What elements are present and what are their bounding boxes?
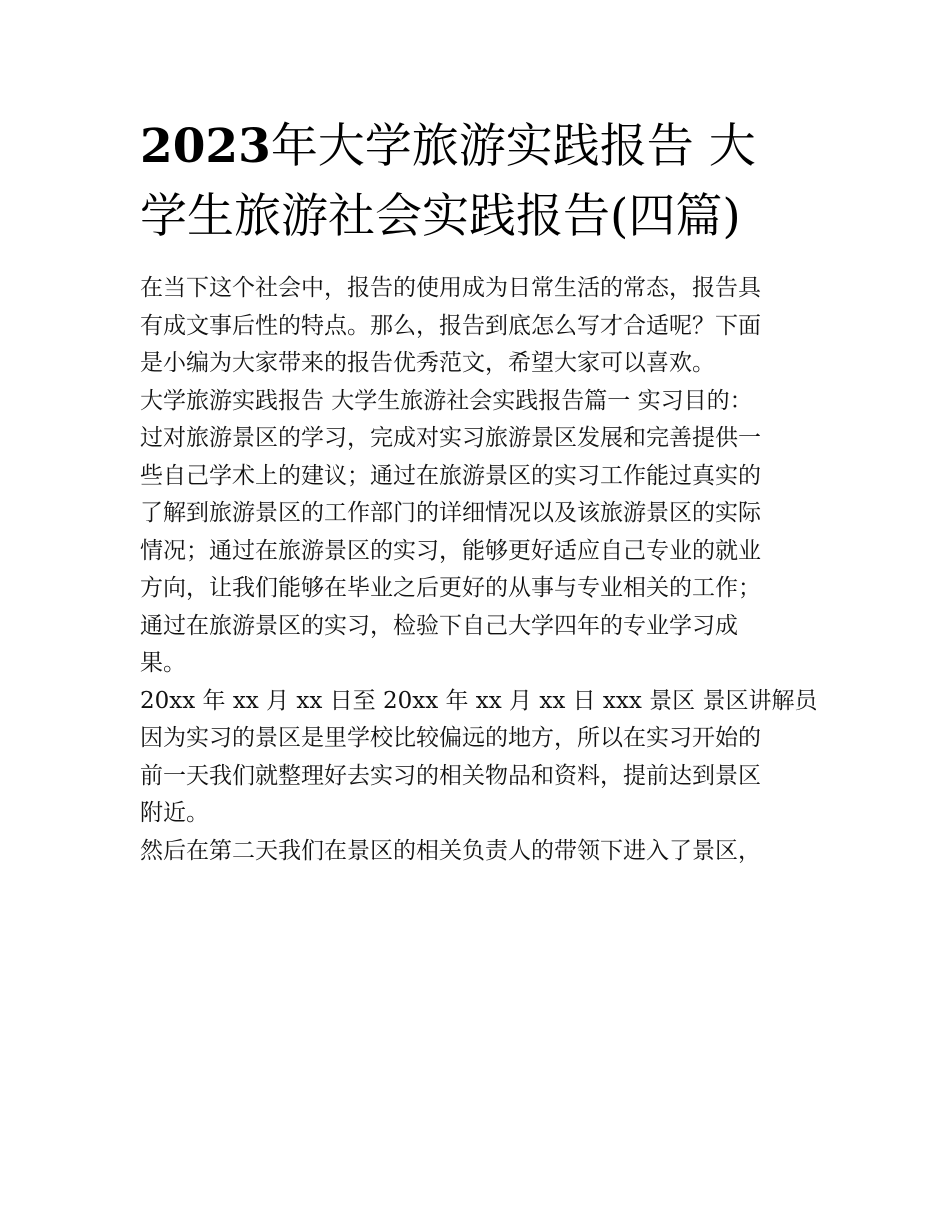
text-line: 是小编为大家带来的报告优秀范文，希望大家可以喜欢。 xyxy=(140,350,715,376)
text-line: 20xx 年 xx 月 xx 日至 20xx 年 xx 月 xx 日 xxx 景区 景区讲解员 xyxy=(140,687,818,714)
text-line: 在当下这个社会中，报告的使用成为日常生活的常态，报告具 xyxy=(140,275,761,301)
text-line: 了解到旅游景区的工作部门的详细情况以及该旅游景区的实际 xyxy=(140,500,761,526)
objective-paragraph xyxy=(140,383,812,683)
paragraph-list xyxy=(140,270,818,870)
text-line: 情况；通过在旅游景区的实习，能够更好适应自己专业的就业 xyxy=(140,537,761,564)
schedule-paragraph xyxy=(140,683,818,833)
title-year: 2023 xyxy=(140,119,271,174)
text-line: 大学旅游实践报告 大学生旅游社会实践报告篇一 实习目的： xyxy=(140,387,753,414)
text-line: 通过在旅游景区的实习，检验下自己大学四年的专业学习成 xyxy=(140,612,738,639)
intro-paragraph xyxy=(140,270,812,383)
text-line: 附近。 xyxy=(140,800,209,826)
text-line: 然后在第二天我们在景区的相关负责人的带领下进入了景区， xyxy=(140,837,761,864)
text-line: 果。 xyxy=(140,650,186,676)
text-line: 前一天我们就整理好去实习的相关物品和资料，提前达到景区 xyxy=(140,762,761,789)
title-line-1-text: 年大学旅游实践报告 大 xyxy=(270,119,756,174)
title-line-1 xyxy=(140,112,812,182)
text-line: 有成文事后性的特点。那么，报告到底怎么写才合适呢？下面 xyxy=(140,312,761,339)
text-line: 因为实习的景区是里学校比较偏远的地方，所以在实习开始的 xyxy=(140,725,761,751)
text-line: 些自己学术上的建议；通过在旅游景区的实习工作能过真实的 xyxy=(140,462,761,489)
document-title xyxy=(140,112,812,252)
document-body xyxy=(140,112,818,870)
title-line-2: 学生旅游社会实践报告(四篇) xyxy=(140,189,741,244)
text-line: 方向，让我们能够在毕业之后更好的从事与专业相关的工作； xyxy=(140,575,761,601)
continuation-paragraph xyxy=(140,833,812,871)
text-line: 过对旅游景区的学习，完成对实习旅游景区发展和完善提供一 xyxy=(140,425,761,451)
